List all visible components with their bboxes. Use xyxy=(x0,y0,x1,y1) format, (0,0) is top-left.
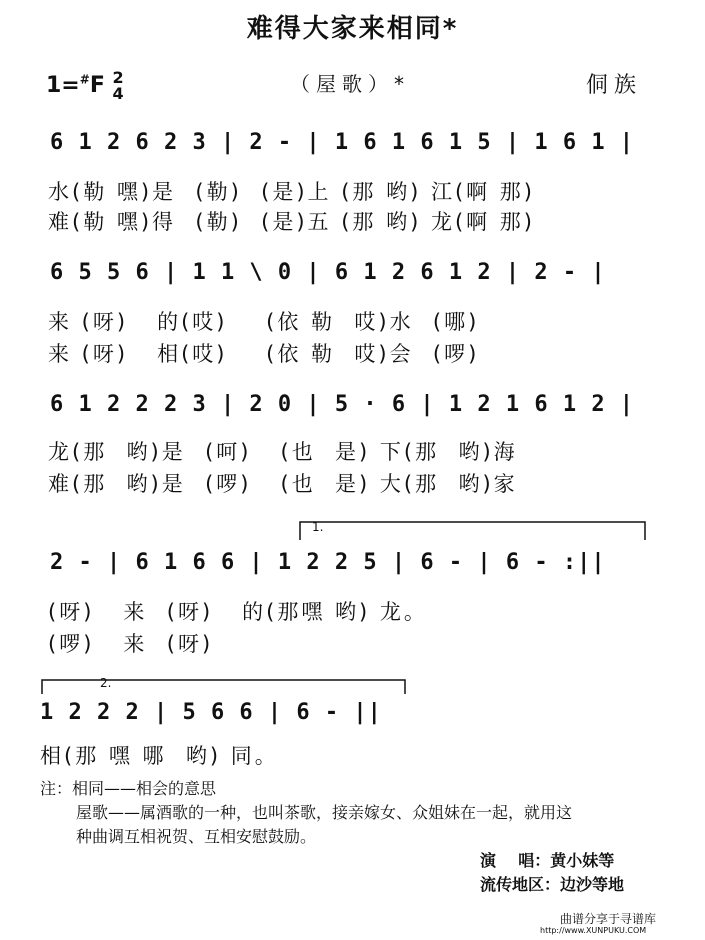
watermark-line-1: 曲谱分享于寻谱库 xyxy=(560,912,657,926)
volta-1-label: 1. xyxy=(312,520,324,534)
system-3-notes: 6 1 2 2 2 3 | 2 0 | 5 · 6 | 1 2 1 6 1 2 | xyxy=(50,392,635,417)
system-3-lyrics-1: 龙(那 哟)是 (呵) (也 是) 下(那 哟)海 xyxy=(48,440,518,464)
region-name: 边沙等地 xyxy=(560,875,625,894)
system-1-lyrics-1: 水(勒 嘿)是 (勒) (是)上 (那 哟) 江(啊 那) xyxy=(48,180,536,204)
note-line-2: 屋歌——属酒歌的一种，也叫茶歌，接亲嫁女、众姐妹在一起，就用这 xyxy=(76,803,573,822)
system-4-lyrics-1: (呀) 来 (呀) 的(那嘿 哟) 龙。 xyxy=(48,600,428,624)
system-1-notes: 6 1 2 6 2 3 | 2 - | 1 6 1 6 1 5 | 1 6 1 | xyxy=(50,130,635,155)
note-line-1: 注：相同——相会的意思 xyxy=(40,779,217,798)
system-2-lyrics-1: 来 (呀) 的(哎) (依 勒 哎)水 (哪) xyxy=(48,310,480,334)
system-2-notes: 6 5 5 6 | 1 1 \ 0 | 6 1 2 6 1 2 | 2 - | xyxy=(50,260,606,285)
singer-label: 演 唱： xyxy=(480,851,551,870)
region-credit xyxy=(480,872,624,895)
subtitle: （屋歌）* xyxy=(290,72,410,96)
region-label: 流传地区： xyxy=(480,875,561,894)
ethnic-group: 侗族 xyxy=(586,73,643,98)
system-5-notes: 1 2 2 2 | 5 6 6 | 6 - || xyxy=(40,700,382,725)
song-title: 难得大家来相同* xyxy=(246,14,459,44)
note-line-3: 种曲调互相祝贺、互相安慰鼓励。 xyxy=(76,827,317,846)
watermark-line-2: http://www.XUNPUKU.COM xyxy=(540,926,647,935)
volta-2-label: 2. xyxy=(100,676,112,690)
singer-credit xyxy=(480,848,614,871)
system-1-lyrics-2: 难(勒 嘿)得 (勒) (是)五 (那 哟) 龙(啊 那) xyxy=(48,210,536,234)
system-5-lyrics-1: 相(那 嘿 哪 哟) 同。 xyxy=(40,744,279,768)
key-signature: 1=#F 2 4 xyxy=(46,68,124,103)
system-4-lyrics-2: (啰) 来 (呀) xyxy=(48,632,214,656)
system-3-lyrics-2: 难(那 哟)是 (啰) (也 是) 大(那 哟)家 xyxy=(48,472,518,496)
system-4-notes: 2 - | 6 1 6 6 | 1 2 2 5 | 6 - | 6 - :|| xyxy=(50,550,606,575)
volta-1-bracket xyxy=(300,522,645,540)
volta-2-bracket xyxy=(42,680,405,694)
singer-name: 黄小妹等 xyxy=(550,851,615,870)
system-2-lyrics-2: 来 (呀) 相(哎) (依 勒 哎)会 (啰) xyxy=(48,342,480,366)
